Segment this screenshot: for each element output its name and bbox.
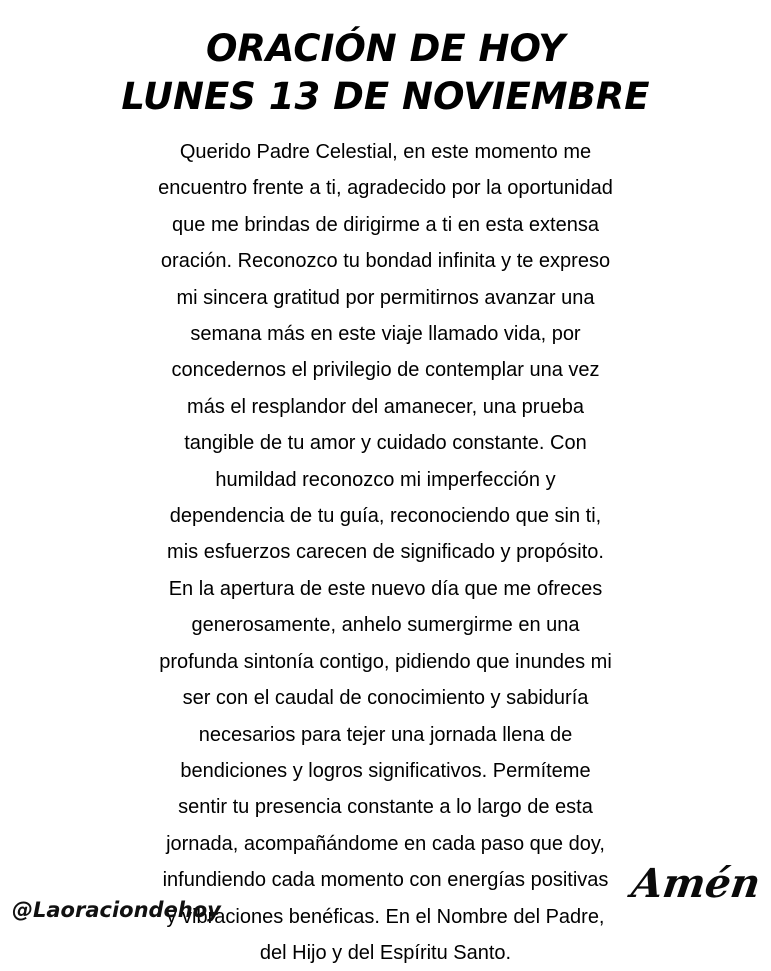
prayer-line: En la apertura de este nuevo día que me ofreces — [168, 577, 603, 600]
prayer-line: encuentro frente a ti, agradecido por la oportunidad — [158, 177, 613, 200]
prayer-line: jornada, acompañándome en cada paso que doy, — [166, 832, 605, 855]
prayer-text — [0, 134, 771, 971]
amen-signature: Amén — [628, 860, 764, 907]
prayer-line: del Hijo y del Espíritu Santo. — [259, 941, 512, 964]
prayer-line: sentir tu presencia constante a lo largo de esta — [178, 796, 593, 819]
title-line-1: ORACIÓN DE HOY — [205, 27, 566, 70]
prayer-line: mi sincera gratitud por permitirnos avanzar una — [176, 286, 595, 309]
prayer-line: semana más en este viaje llamado vida, por — [190, 323, 581, 346]
prayer-line: humildad reconozco mi imperfección y — [215, 468, 556, 491]
prayer-line: necesarios para tejer una jornada llena de — [198, 723, 573, 746]
prayer-line: bendiciones y logros significativos. Permíteme — [180, 759, 591, 782]
prayer-line: y vibraciones benéficas. En el Nombre del Padre, — [166, 905, 605, 928]
prayer-line: más el resplandor del amanecer, una prueba — [187, 395, 584, 418]
title-line-2: LUNES 13 DE NOVIEMBRE — [121, 75, 650, 118]
prayer-line: ser con el caudal de conocimiento y sabiduría — [182, 687, 589, 710]
prayer-line: que me brindas de dirigirme a ti en esta extensa — [172, 213, 599, 236]
prayer-line: dependencia de tu guía, reconociendo que sin ti, — [169, 505, 602, 528]
social-handle: @Laoraciondehoy — [12, 898, 221, 922]
prayer-line: tangible de tu amor y cuidado constante. Con — [184, 432, 587, 455]
prayer-line: Querido Padre Celestial, en este momento me — [179, 141, 592, 163]
prayer-line: generosamente, anhelo sumergirme en una — [191, 614, 580, 637]
prayer-line: oración. Reconozco tu bondad infinita y te expreso — [160, 250, 611, 273]
prayer-line: mis esfuerzos carecen de significado y propósito. — [167, 541, 604, 564]
prayer-line: concedernos el privilegio de contemplar una vez — [171, 359, 600, 382]
prayer-line: profunda sintonía contigo, pidiendo que inundes mi — [159, 650, 612, 673]
prayer-line: infundiendo cada momento con energías positivas — [162, 869, 609, 892]
